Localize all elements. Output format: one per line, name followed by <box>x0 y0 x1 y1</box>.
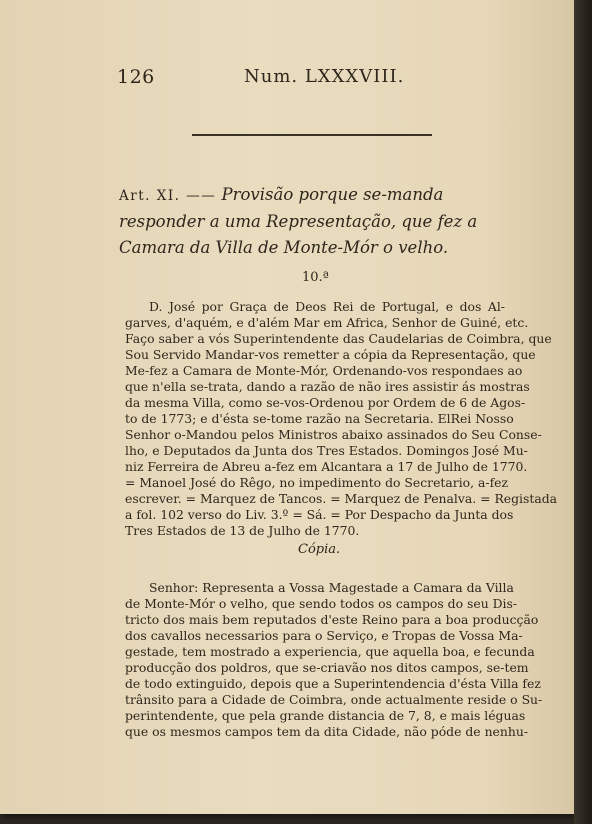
copia-heading: Cópia. <box>298 542 341 557</box>
text-line: escrever. = Marquez de Tancos. = Marquez de Penalva. = Registada <box>125 491 558 506</box>
text-line: que n'ella se-trata, dando a razão de não ires assistir ás mostras <box>125 379 530 394</box>
text-line: tricto dos mais bem reputados d'este Reino para a boa producção <box>125 612 539 627</box>
text-line: Sou Servido Mandar-vos remetter a cópia da Representação, que <box>125 347 536 362</box>
running-head: Num. LXXXVIII. <box>244 66 405 87</box>
text-line: a fol. 102 verso do Liv. 3.º = Sá. = Por Despacho da Junta dos <box>125 507 514 522</box>
article-title <box>119 182 511 261</box>
article-title-text: Provisão porque se-manda responder a uma Representação, que fez a Camara da Villa de Monte-Mór o velho. <box>119 185 478 257</box>
text-line: que os mesmos campos tem da dita Cidade, não póde de nenhu- <box>125 724 529 739</box>
text-line: Tres Estados de 13 de Julho de 1770. <box>125 523 360 538</box>
text-line: lho, e Deputados da Junta dos Tres Estados. Domingos José Mu- <box>125 443 528 458</box>
text-line: = Manoel José do Rêgo, no impedimento do Secretario, a-fez <box>125 475 509 490</box>
text-line: to de 1773; e d'ésta se-tome razão na Secretaria. ElRei Nosso <box>125 411 514 426</box>
page-number: 126 <box>117 66 155 88</box>
text-line: de todo extinguido, depois que a Superintendencia d'ésta Villa fez <box>125 676 541 691</box>
text-line: D. José por Graça de Deos Rei de Portugal, e dos Al- <box>149 299 505 314</box>
text-line: perintendente, que pela grande distancia de 7, 8, e mais léguas <box>125 708 526 723</box>
book-spine <box>574 0 592 824</box>
section-number: 10.ª <box>302 270 329 285</box>
text-line: garves, d'aquém, e d'além Mar em Africa, Senhor de Guiné, etc. <box>125 315 529 330</box>
text-line: producção dos poldros, que se-criavão nos ditos campos, se-tem <box>125 660 529 675</box>
text-line: de Monte-Mór o velho, que sendo todos os campos do seu Dis- <box>125 596 518 611</box>
text-line: Me-fez a Camara de Monte-Mór, Ordenando-vos respondaes ao <box>125 363 523 378</box>
text-line: gestade, tem mostrado a experiencia, que aquella boa, e fecunda <box>125 644 535 659</box>
text-line: Senhor: Representa a Vossa Magestade a Camara da Villa <box>149 580 514 595</box>
text-line: da mesma Villa, como se-vos-Ordenou por Ordem de 6 de Agos- <box>125 395 526 410</box>
text-line: niz Ferreira de Abreu a-fez em Alcantara a 17 de Julho de 1770. <box>125 459 528 474</box>
text-line: dos cavallos necessarios para o Serviço, e Tropas de Vossa Ma- <box>125 628 523 643</box>
article-label: Art. XI. —— <box>119 188 217 204</box>
text-line: trânsito para a Cidade de Coimbra, onde actualmente reside o Su- <box>125 692 543 707</box>
text-line: Faço saber a vós Superintendente das Caudelarias de Coimbra, que <box>125 331 552 346</box>
text-line: Senhor o-Mandou pelos Ministros abaixo assinados do Seu Conse- <box>125 427 542 442</box>
header-rule <box>192 134 432 136</box>
